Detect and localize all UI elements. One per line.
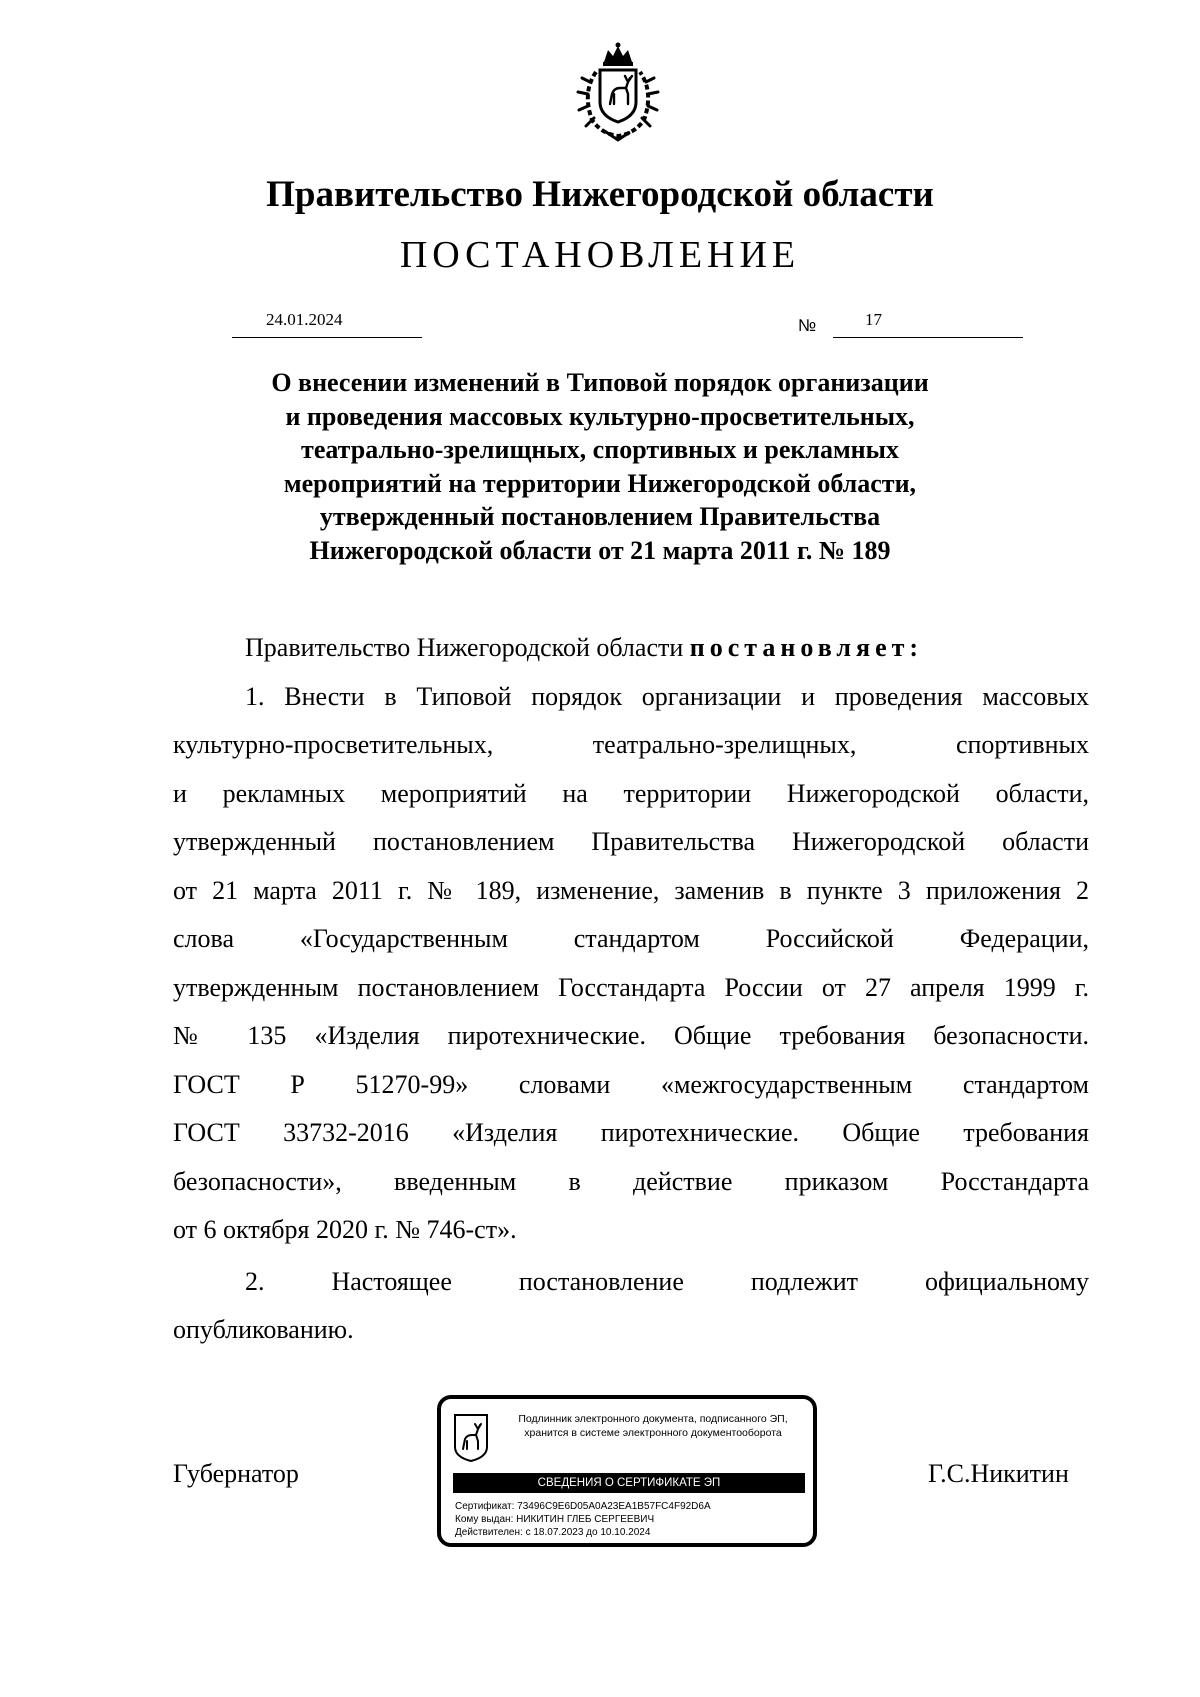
paragraph-1-line: утвержденный постановлением Правительства Нижегородской области [173,827,1089,856]
paragraph-2-last-line: опубликованию. [173,1315,354,1344]
organization-name: Правительство Нижегородской области [266,174,934,215]
title-line: мероприятий на территории Нижегородской области, [283,468,917,498]
stamp-certificate-id: Сертификат: 73496C9E6D05A0A23EA1B57FC4F92D6A [455,1501,711,1512]
signatory-name: Г.С.Никитин [928,1459,1069,1488]
document-body [173,624,1089,1355]
paragraph-1-line: ГОСТ Р 51270-99» словами «межгосударственным стандартом [173,1069,1089,1099]
title-line: и проведения массовых культурно-просветительных, [285,401,915,431]
number-label: № [798,316,817,335]
title-line: театрально-зрелищных, спортивных и рекламных [301,435,899,464]
paragraph-1-line: № 135 «Изделия пиротехнические. Общие требования безопасности. [173,1021,1089,1050]
document-date-field [232,307,422,338]
stamp-note-line: хранится в системе электронного документооборота [524,1427,782,1439]
preamble-text: Правительство Нижегородской области [245,633,690,662]
title-line: О внесении изменений в Типовой порядок организации [271,368,929,397]
deer-emblem-icon [453,1413,489,1463]
paragraph-1-line: и рекламных мероприятий на территории Нижегородской области, [173,778,1089,808]
paragraph-1-line: утвержденным постановлением Госстандарта России от 27 апреля 1999 г. [173,972,1089,1002]
coat-of-arms-icon [570,42,666,142]
stamp-validity: Действителен: с 18.07.2023 до 10.10.2024 [455,1527,651,1538]
paragraph-1-line: культурно-просветительных, театрально-зрелищных, спортивных [173,730,1089,759]
paragraph-1-line: ГОСТ 33732-2016 «Изделия пиротехнические. Общие требования [173,1118,1089,1147]
paragraph-1-line: 1. Внести в Типовой порядок организации и проведения массовых [245,681,1089,711]
preamble [173,624,1089,673]
document-type: ПОСТАНОВЛЕНИЕ [399,234,801,276]
paragraph-2-line: 2. Настоящее постановление подлежит официальному [245,1266,1089,1296]
document-number: 17 [865,310,882,329]
title-line: утвержденный постановлением Правительства [319,502,881,531]
stamp-certificate-details [455,1500,711,1539]
stamp-certificate-header: СВЕДЕНИЯ О СЕРТИФИКАТЕ ЭП [453,1473,805,1493]
signatory-position: Губернатор [173,1459,299,1488]
paragraph-1-line: от 21 марта 2011 г. № 189, изменение, заменив в пункте 3 приложения 2 [173,875,1089,905]
electronic-signature-stamp [437,1395,817,1547]
stamp-note [493,1412,813,1440]
document-title [160,366,1040,567]
title-line: Нижегородской области от 21 марта 2011 г. № 189 [309,535,891,565]
stamp-note-line: Подлинник электронного документа, подписанного ЭП, [518,1413,788,1425]
paragraph-1-line: безопасности», введенным в действие приказом Росстандарта [173,1166,1089,1196]
stamp-issued-to: Кому выдан: НИКИТИН ГЛЕБ СЕРГЕЕВИЧ [455,1514,655,1525]
document-number-field [833,307,1023,338]
paragraph-1-line: слова «Государственным стандартом Российской Федерации, [173,924,1089,953]
preamble-verb: постановляет: [689,633,924,662]
paragraph-1-last-line: от 6 октября 2020 г. № 746-ст». [173,1215,517,1244]
document-date: 24.01.2024 [266,310,343,329]
